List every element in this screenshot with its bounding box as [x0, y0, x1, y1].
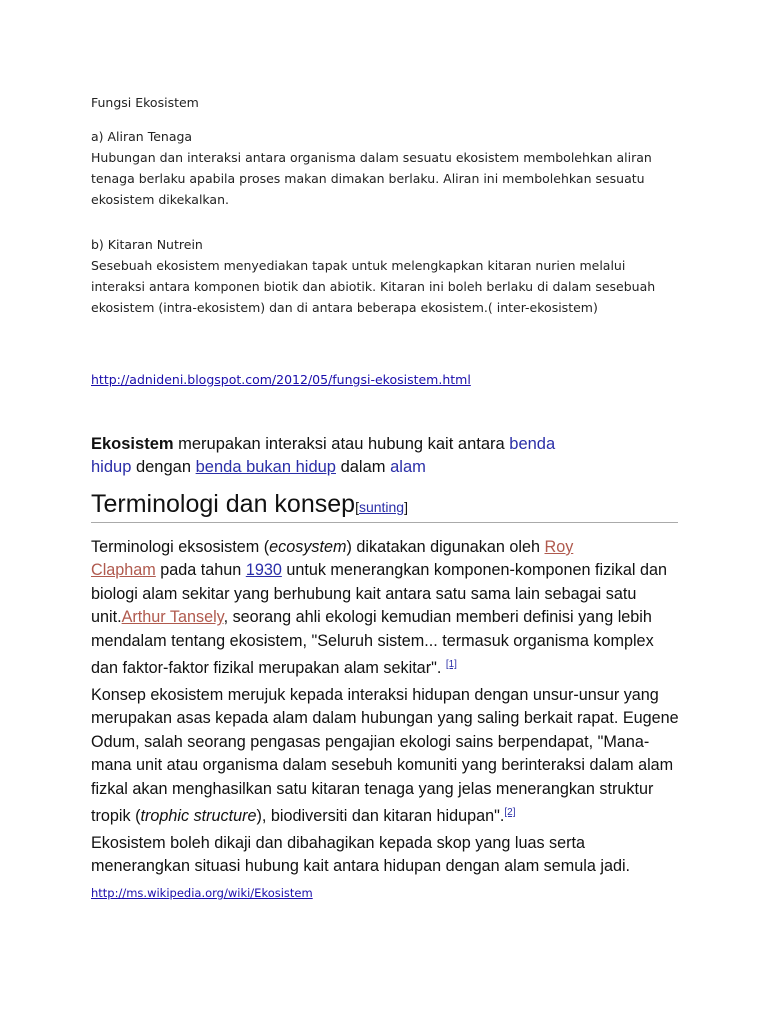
alam-link[interactable]: alam [390, 458, 426, 476]
section-title: Fungsi Ekosistem [91, 95, 199, 110]
terminologi-paragraph-2 [91, 684, 681, 828]
aliran-tenaga-block [91, 126, 671, 210]
kitaran-nutrein-block [91, 234, 671, 318]
p1-text-b: ) dikatakan digunakan oleh [346, 538, 545, 556]
lead-text-2: dengan [131, 458, 196, 476]
aliran-tenaga-text: Hubungan dan interaksi antara organisma dalam sesuatu ekosistem membolehkan aliran tenaga berlaku apabila proses makan dimakan berlaku. Aliran ini membolehkan sesuatu ekosistem dikekalkan. [91, 150, 652, 207]
reference-2-link[interactable]: [2] [504, 807, 516, 819]
benda-hidup-link-part1[interactable]: benda [509, 435, 556, 453]
p1-text-a: Terminologi eksosistem ( [91, 538, 270, 556]
roy-clapham-link-part2[interactable]: Clapham [91, 561, 156, 580]
terminologi-heading-text: Terminologi dan konsep [91, 490, 356, 518]
terminologi-paragraph-3: Ekosistem boleh dikaji dan dibahagikan kepada skop yang luas serta menerangkan situasi hubung kait antara hidupan dengan alam semula jadi. [91, 834, 631, 876]
aliran-tenaga-heading: a) Aliran Tenaga [91, 129, 193, 144]
kitaran-nutrein-text: Sesebuah ekosistem menyediakan tapak untuk melengkapkan kitaran nurien melalui interaksi antara komponen biotik dan abiotik. Kitaran ini boleh berlaku di dalam sesebuah ekosistem (intra-ekosistem) dan di antara beberapa ekosistem.( inter-ekosistem) [91, 258, 656, 315]
lead-term: Ekosistem [91, 435, 174, 453]
year-1930-link[interactable]: 1930 [245, 561, 282, 580]
lead-text-3: dalam [336, 458, 391, 476]
lead-paragraph [91, 433, 651, 479]
p2-text-a: Konsep ekosistem merujuk kepada interaksi hidupan dengan unsur-unsur yang merupakan asas kepada alam dalam hubungan yang saling berkait rapat. Eugene Odum, salah seorang pengasas pengajian ekologi sains berpendapat, "Mana-mana unit atau organisma dalam sesebuh komuniti yang berinteraksi dalam alam fizkal akan menghasilkan satu kitaran tenaga yang jelas menerangkan struktur tropik ( [91, 686, 679, 826]
sunting-edit-link[interactable]: sunting [358, 499, 405, 515]
edit-section [355, 499, 408, 515]
wiki-link-row [91, 884, 671, 902]
edit-bracket-close: ] [404, 499, 408, 515]
p1-text-c: pada tahun [155, 561, 246, 580]
terminologi-paragraph-1 [91, 536, 681, 680]
kitaran-nutrein-heading: b) Kitaran Nutrein [91, 237, 203, 252]
benda-hidup-link-part2[interactable]: hidup [91, 458, 132, 476]
edit-bracket-open: [ [355, 499, 359, 515]
roy-clapham-link-part1[interactable]: Roy [544, 538, 574, 556]
p1-text-e: , seorang ahli ekologi kemudian memberi definisi yang lebih mendalam tentang ekosistem, "Seluruh sistem... termasuk organisma komplex dan faktor-faktor fizikal merupakan alam sekitar". [91, 608, 654, 678]
terminologi-heading [91, 490, 678, 523]
arthur-tansely-link[interactable]: Arthur Tansely [121, 608, 224, 627]
reference-1-link[interactable]: [1] [445, 659, 457, 671]
p1-ecosystem-term: ecosystem [269, 538, 347, 556]
p1-text-d: untuk menerangkan komponen-komponen fizikal dan biologi alam sekitar yang berhubung kait antara satu sama lain sebagai satu unit. [91, 561, 667, 627]
benda-bukan-hidup-link[interactable]: benda bukan hidup [195, 458, 336, 476]
blogspot-source-link[interactable]: http://adnideni.blogspot.com/2012/05/fungsi-ekosistem.html [91, 372, 471, 387]
lead-text-1: merupakan interaksi atau hubung kait antara [173, 435, 510, 453]
wikipedia-source-link[interactable]: http://ms.wikipedia.org/wiki/Ekosistem [91, 886, 313, 900]
p2-trophic-term: trophic structure [140, 807, 257, 826]
source-link-row [91, 369, 671, 390]
p2-text-b: ), biodiversiti dan kitaran hidupan". [256, 807, 505, 826]
